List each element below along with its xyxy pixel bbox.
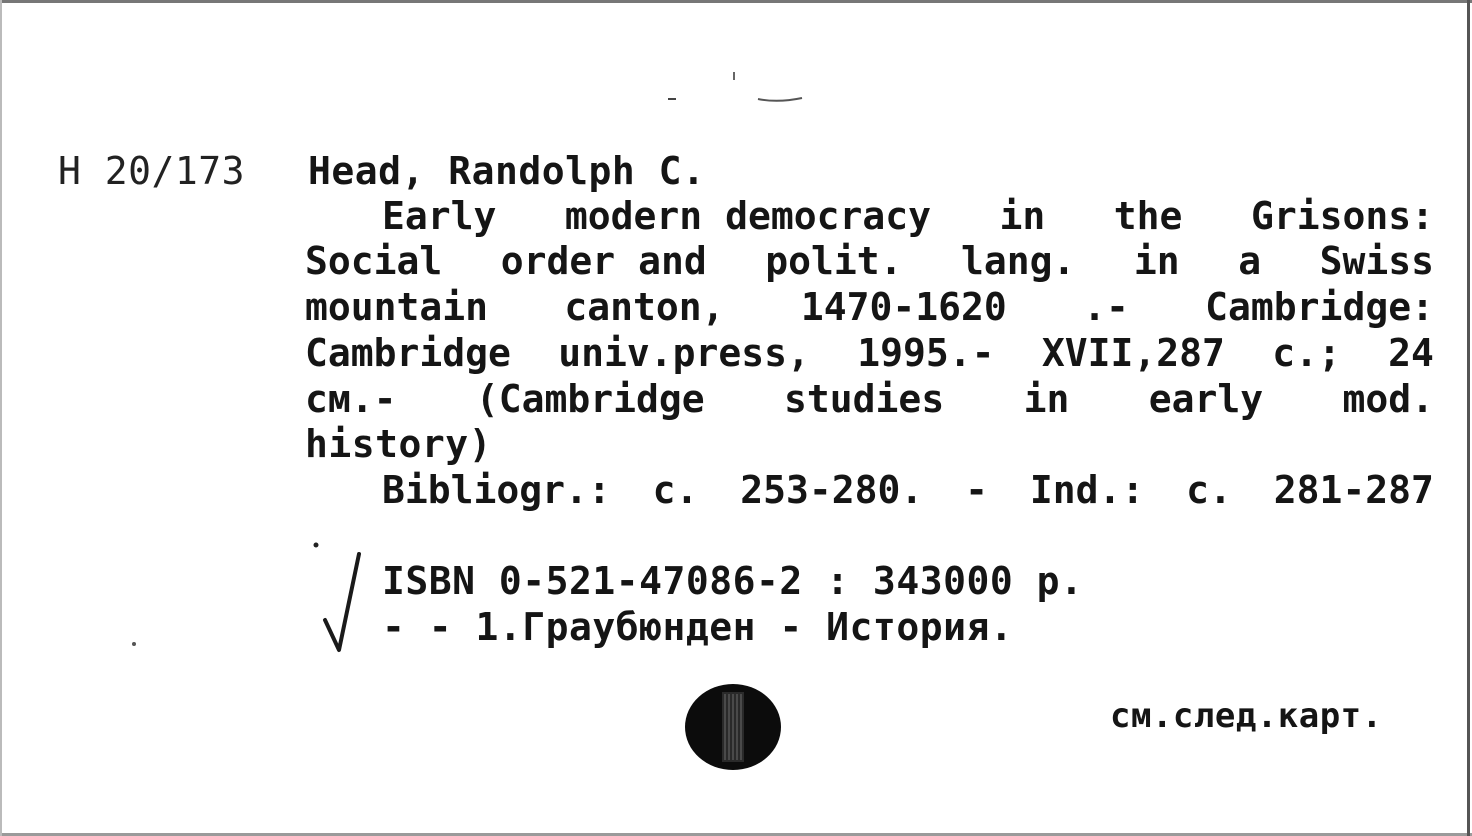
title-line: history)	[305, 422, 493, 466]
isbn-line: ISBN 0-521-47086-2 : 343000 р.	[382, 559, 1084, 603]
title-word: 24	[1388, 331, 1434, 375]
note-word: Bibliogr.:	[382, 468, 611, 512]
title-word: 1470-1620	[800, 285, 1007, 329]
note-word: Ind.:	[1029, 468, 1145, 512]
title-word: Cambridge:	[1205, 285, 1434, 329]
title-word: in	[1023, 377, 1070, 421]
title-word: in	[999, 194, 1046, 238]
title-line	[305, 238, 1434, 284]
title-word: (Cambridge	[475, 377, 705, 421]
title-word: 1995.-	[857, 331, 995, 375]
title-word: Social	[305, 239, 443, 283]
title-word: mountain	[305, 285, 489, 329]
card-right-edge	[1467, 0, 1470, 836]
title-word: polit.	[765, 239, 903, 283]
title-line	[382, 193, 1434, 239]
author-heading: Head, Randolph C.	[308, 149, 706, 193]
title-word: Early	[382, 194, 497, 238]
punch-hole	[682, 682, 786, 774]
title-word: univ.press,	[558, 331, 810, 375]
note-word: 253-280.	[740, 468, 924, 512]
title-word: XVII,287	[1041, 331, 1225, 375]
title-word: a	[1238, 239, 1262, 283]
title-word: the	[1113, 194, 1183, 238]
title-word: early	[1148, 377, 1264, 421]
note-word: -	[965, 468, 989, 512]
call-number: Н 20/173	[58, 149, 246, 193]
subject-heading: - - 1.Граубюнден - История.	[382, 605, 1014, 649]
title-word: modern democracy	[564, 194, 931, 238]
title-line	[305, 330, 1434, 376]
note-word: с.	[1186, 468, 1232, 512]
title-word: mod.	[1342, 377, 1434, 421]
title-line	[305, 284, 1434, 330]
title-line	[305, 376, 1434, 422]
card-left-edge	[0, 0, 2, 836]
title-word: Grisons:	[1250, 194, 1434, 238]
card-top-edge	[0, 0, 1472, 3]
title-word: lang.	[961, 239, 1076, 283]
see-next-card-note: см.след.карт.	[1110, 696, 1383, 736]
title-word: order and	[500, 239, 707, 283]
title-word: in	[1133, 239, 1180, 283]
title-word: canton,	[564, 285, 725, 329]
note-word: с.	[652, 468, 699, 512]
title-word: см.-	[305, 377, 397, 421]
note-word: 281-287	[1273, 468, 1434, 512]
title-word: Swiss	[1319, 239, 1434, 283]
bibliography-note	[382, 467, 1434, 513]
title-word: Cambridge	[305, 331, 511, 375]
title-word: с.;	[1272, 331, 1341, 375]
title-word: .-	[1083, 285, 1129, 329]
stray-dot	[130, 640, 138, 648]
stray-marks	[660, 66, 820, 116]
title-word: studies	[784, 377, 945, 421]
check-mark-icon	[305, 540, 375, 658]
